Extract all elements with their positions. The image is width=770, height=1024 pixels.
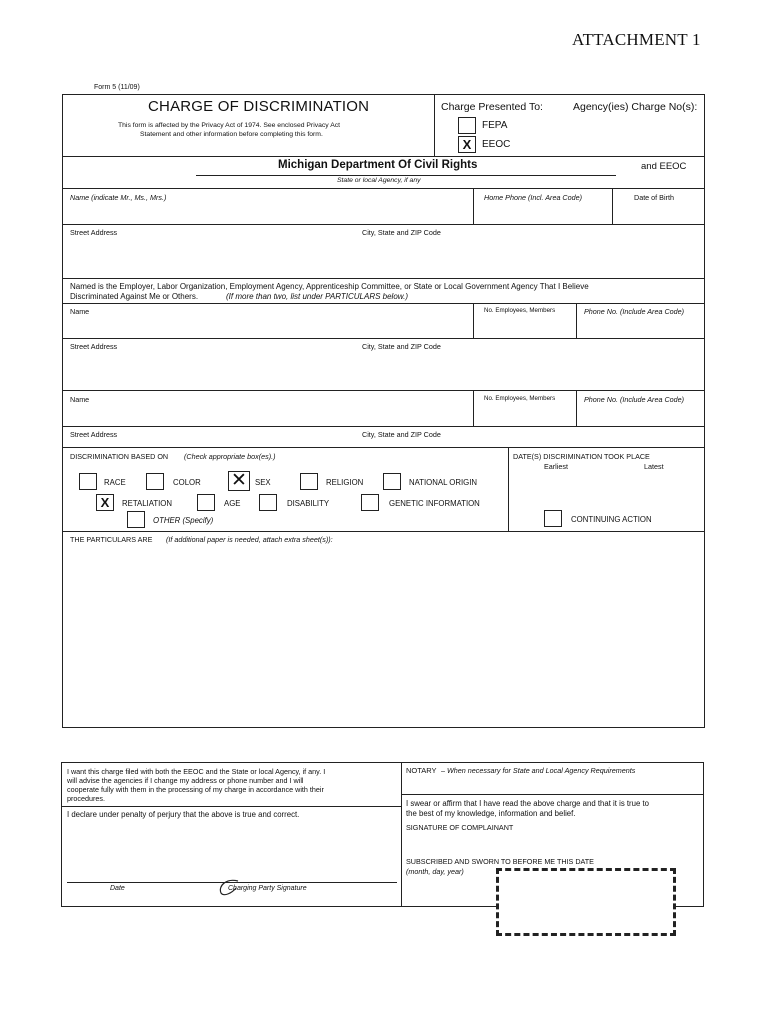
retaliation-checkbox[interactable]: X	[96, 494, 114, 511]
particulars-heading-b: (If additional paper is needed, attach extra sheet(s)):	[166, 535, 333, 544]
resp1-city-label: City, State and ZIP Code	[362, 342, 441, 351]
resp1-name-label: Name	[70, 307, 90, 316]
resp2-emp-divider	[473, 390, 474, 426]
named-top-rule	[62, 278, 705, 279]
resp1-employees-label: No. Employees, Members	[484, 307, 556, 314]
named-text-2a: Discriminated Against Me or Others.	[70, 292, 199, 301]
want-line-4: procedures.	[67, 794, 105, 803]
subscribed-sworn: SUBSCRIBED AND SWORN TO BEFORE ME THIS DATE	[406, 857, 594, 866]
resp2-phone-label: Phone No. (Include Area Code)	[584, 395, 685, 404]
disability-checkbox[interactable]	[259, 494, 277, 511]
charge-presented-to: Charge Presented To:	[441, 101, 543, 113]
privacy-note-1: This form is affected by the Privacy Act of 1974. See enclosed Privacy Act	[118, 122, 341, 129]
continuing-action-label: CONTINUING ACTION	[571, 515, 652, 524]
race-checkbox[interactable]	[79, 473, 97, 490]
month-day-year: (month, day, year)	[406, 867, 464, 876]
color-label: COLOR	[173, 478, 201, 487]
home-phone-label: Home Phone (Incl. Area Code)	[484, 193, 583, 202]
header-divider	[434, 94, 435, 156]
retaliation-label: RETALIATION	[122, 499, 172, 508]
dob-divider	[612, 188, 613, 224]
sex-checkbox[interactable]: ✕	[228, 471, 250, 491]
eeoc-checkbox[interactable]: X	[458, 136, 476, 153]
resp2-mid-rule	[62, 426, 705, 427]
other-checkbox[interactable]	[127, 511, 145, 528]
notary-label: NOTARY	[406, 766, 437, 775]
resp1-phone-label: Phone No. (Include Area Code)	[584, 307, 685, 316]
basis-top-rule	[62, 447, 705, 448]
eeoc-label: EEOC	[482, 139, 511, 150]
signature-of-complainant: SIGNATURE OF COMPLAINANT	[406, 823, 514, 832]
notary-stamp-box	[496, 868, 676, 936]
dates-divider	[508, 447, 509, 531]
swear-line-2: the best of my knowledge, information and belief.	[406, 809, 576, 818]
fepa-checkbox[interactable]	[458, 117, 476, 134]
resp1-phone-divider	[576, 303, 577, 338]
agency-top-rule	[62, 156, 705, 157]
dob-label: Date of Birth	[634, 193, 674, 202]
religion-label: RELIGION	[326, 478, 364, 487]
age-checkbox[interactable]	[197, 494, 215, 511]
complainant-city-label: City, State and ZIP Code	[362, 228, 441, 237]
complainant-name-label: Name (indicate Mr., Ms., Mrs.)	[70, 193, 167, 202]
sex-label: SEX	[255, 478, 271, 487]
complainant-top-rule	[62, 188, 705, 189]
resp2-city-label: City, State and ZIP Code	[362, 430, 441, 439]
particulars-heading-a: THE PARTICULARS ARE	[70, 535, 153, 544]
dates-earliest: Earliest	[544, 462, 568, 471]
resp2-employees-label: No. Employees, Members	[484, 395, 556, 402]
declare-text: I declare under penalty of perjury that the above is true and correct.	[67, 810, 300, 819]
signature-scribble-icon	[216, 878, 242, 898]
resp2-phone-divider	[576, 390, 577, 426]
national-origin-checkbox[interactable]	[383, 473, 401, 490]
basis-heading-a: DISCRIMINATION BASED ON	[70, 452, 169, 461]
particulars-top-rule	[62, 531, 705, 532]
swear-line-1: I swear or affirm that I have read the above charge and that it is true to	[406, 799, 649, 808]
form-title: CHARGE OF DISCRIMINATION	[148, 98, 370, 115]
agency-sublabel: State or local Agency, if any	[337, 177, 421, 184]
agency-underline	[196, 175, 616, 176]
swear-top-rule	[401, 794, 704, 795]
resp1-street-label: Street Address	[70, 342, 118, 351]
resp2-top-rule	[62, 390, 705, 391]
named-text-2b: (If more than two, list under PARTICULARS below.)	[226, 292, 408, 301]
genetic-checkbox[interactable]	[361, 494, 379, 511]
privacy-note-2: Statement and other information before completing this form.	[140, 131, 323, 138]
notary-requirements: – When necessary for State and Local Agency Requirements	[441, 766, 636, 775]
complainant-mid-rule	[62, 224, 705, 225]
resp2-name-label: Name	[70, 395, 90, 404]
named-text-1: Named is the Employer, Labor Organization, Employment Agency, Apprenticeship Committee, or State or Local Government Agency That I Believe	[70, 282, 589, 291]
form-number: Form 5 (11/09)	[94, 84, 140, 91]
fepa-label: FEPA	[482, 120, 508, 131]
agency-charge-nos: Agency(ies) Charge No(s):	[573, 101, 698, 113]
complainant-street-label: Street Address	[70, 228, 118, 237]
and-eeoc: and EEOC	[641, 161, 687, 172]
resp2-street-label: Street Address	[70, 430, 118, 439]
resp1-mid-rule	[62, 338, 705, 339]
genetic-label: GENETIC INFORMATION	[389, 499, 480, 508]
resp1-top-rule	[62, 303, 705, 304]
age-label: AGE	[224, 499, 241, 508]
charging-party-signature-label: Charging Party Signature	[228, 885, 307, 892]
other-label: OTHER (Specify)	[153, 516, 214, 525]
declare-top-rule	[61, 806, 401, 807]
dates-heading: DATE(S) DISCRIMINATION TOOK PLACE	[513, 452, 650, 461]
national-origin-label: NATIONAL ORIGIN	[409, 478, 478, 487]
race-label: RACE	[104, 478, 126, 487]
continuing-action-checkbox[interactable]	[544, 510, 562, 527]
want-line-1: I want this charge filed with both the EEOC and the State or local Agency, if any. I	[67, 767, 326, 776]
attachment-label: ATTACHMENT 1	[572, 30, 701, 49]
want-line-3: cooperate fully with them in the processing of my charge in accordance with their	[67, 785, 324, 794]
basis-heading-b: (Check appropriate box(es).)	[184, 452, 276, 461]
charge-form	[62, 94, 705, 728]
disability-label: DISABILITY	[287, 499, 330, 508]
color-checkbox[interactable]	[146, 473, 164, 490]
agency-name: Michigan Department Of Civil Rights	[278, 159, 478, 171]
resp1-emp-divider	[473, 303, 474, 338]
phone-divider	[473, 188, 474, 224]
date-label: Date	[110, 885, 125, 892]
want-line-2: will advise the agencies if I change my address or phone number and I will	[67, 776, 304, 785]
dates-latest: Latest	[644, 462, 664, 471]
certification-divider	[401, 762, 402, 907]
religion-checkbox[interactable]	[300, 473, 318, 490]
